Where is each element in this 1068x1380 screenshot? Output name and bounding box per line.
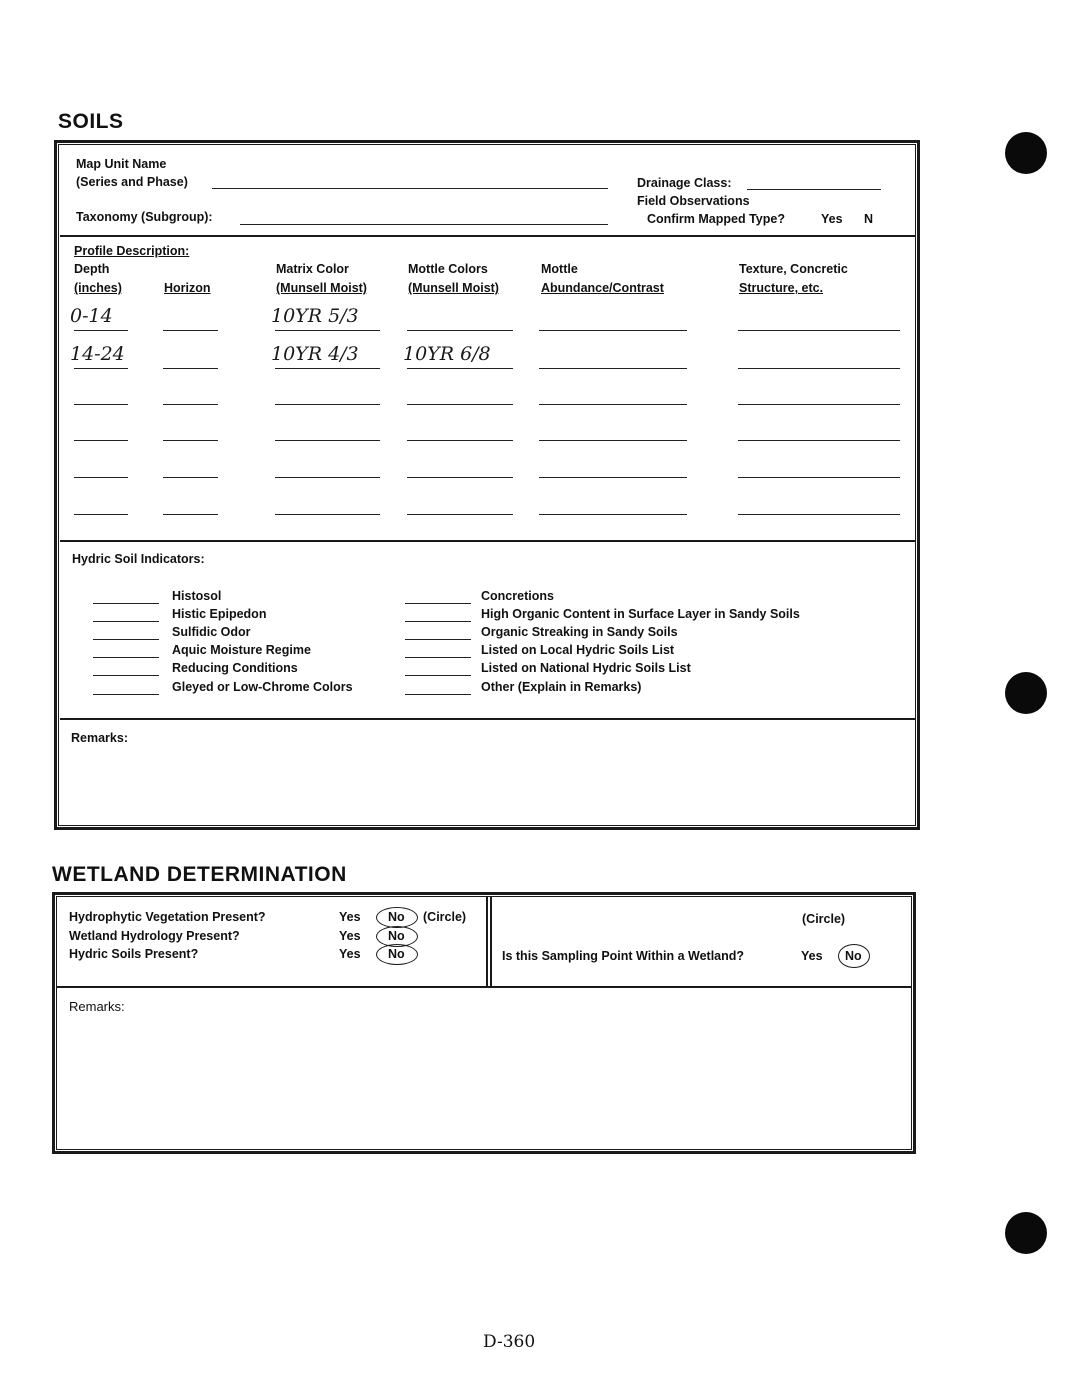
profile-mottle-field[interactable]	[539, 477, 687, 478]
taxonomy-field[interactable]	[240, 224, 608, 225]
wetland-no-option[interactable]: No	[388, 929, 405, 943]
col-mottle-colors-header: Mottle Colors	[408, 262, 488, 276]
wetland-heading: WETLAND DETERMINATION	[52, 863, 347, 886]
hydric-indicator-right-label: Concretions	[481, 589, 554, 603]
profile-horizon-field[interactable]	[163, 330, 218, 331]
binder-hole-top	[1005, 132, 1047, 174]
hydric-indicators-label: Hydric Soil Indicators:	[72, 552, 205, 566]
hydric-indicator-right-blank[interactable]	[405, 639, 471, 640]
wetland-remarks-divider	[57, 986, 911, 988]
hydric-indicator-left-label: Aquic Moisture Regime	[172, 643, 311, 657]
col-mottle-abundance: Abundance/Contrast	[541, 281, 664, 295]
wetland-remarks-label: Remarks:	[69, 999, 125, 1014]
confirm-no-option[interactable]: N	[864, 212, 874, 226]
soils-heading: SOILS	[58, 110, 124, 133]
hydric-indicator-left-blank[interactable]	[93, 675, 159, 676]
hydric-indicator-left-label: Histosol	[172, 589, 222, 603]
hydric-indicator-right-label: Listed on National Hydric Soils List	[481, 661, 691, 675]
profile-depth-field[interactable]	[74, 440, 128, 441]
series-phase-field[interactable]	[212, 188, 608, 189]
profile-matrix-field[interactable]	[275, 477, 380, 478]
profile-horizon-field[interactable]	[163, 404, 218, 405]
hydric-indicator-right-label: Other (Explain in Remarks)	[481, 680, 642, 694]
profile-depth-field[interactable]	[74, 404, 128, 405]
profile-mottle-field[interactable]	[539, 404, 687, 405]
profile-texture-field[interactable]	[738, 368, 900, 369]
profile-mottle-colors-field[interactable]	[407, 404, 513, 405]
hydric-indicator-right-blank[interactable]	[405, 621, 471, 622]
hydric-indicator-right-blank[interactable]	[405, 603, 471, 604]
wetland-column-divider	[486, 896, 488, 986]
confirm-mapped-label: Confirm Mapped Type?	[647, 212, 785, 226]
profile-horizon-field[interactable]	[163, 514, 218, 515]
profile-texture-field[interactable]	[738, 330, 900, 331]
profile-matrix-field[interactable]	[275, 514, 380, 515]
hydric-indicator-left-blank[interactable]	[93, 639, 159, 640]
profile-matrix-field[interactable]	[275, 440, 380, 441]
wetland-question-label: Hydric Soils Present?	[69, 947, 199, 961]
wetland-no-circle-mark	[376, 944, 418, 965]
hydric-indicator-left-label: Sulfidic Odor	[172, 625, 251, 639]
sampling-no-circle-mark	[838, 944, 870, 968]
profile-depth-field[interactable]	[74, 330, 128, 331]
wetland-question-label: Wetland Hydrology Present?	[69, 929, 240, 943]
profile-depth-field[interactable]	[74, 477, 128, 478]
profile-texture-field[interactable]	[738, 440, 900, 441]
hydric-indicator-left-label: Histic Epipedon	[172, 607, 267, 621]
soils-remarks-divider	[60, 718, 916, 720]
profile-description-label: Profile Description:	[74, 244, 190, 258]
wetland-question-label: Hydrophytic Vegetation Present?	[69, 910, 266, 924]
hydric-indicator-right-blank[interactable]	[405, 657, 471, 658]
profile-matrix-field[interactable]	[275, 330, 380, 331]
circle-note-left: (Circle)	[423, 910, 467, 924]
hydric-indicator-left-blank[interactable]	[93, 694, 159, 695]
col-depth-header: Depth	[74, 262, 110, 276]
sampling-question: Is this Sampling Point Within a Wetland?	[502, 949, 745, 963]
wetland-column-divider-2	[490, 896, 492, 986]
sampling-no-option[interactable]: No	[845, 949, 862, 963]
profile-matrix-value: 10YR 5/3	[271, 305, 359, 327]
profile-mottle-field[interactable]	[539, 514, 687, 515]
drainage-class-label: Drainage Class:	[637, 176, 732, 190]
soils-header-divider	[60, 235, 916, 237]
profile-mottle-colors-value: 10YR 6/8	[403, 343, 491, 365]
taxonomy-label: Taxonomy (Subgroup):	[76, 210, 213, 224]
wetland-no-option[interactable]: No	[388, 947, 405, 961]
col-mottle-colors-unit: (Munsell Moist)	[408, 281, 499, 295]
hydric-indicator-left-blank[interactable]	[93, 621, 159, 622]
hydric-indicator-right-blank[interactable]	[405, 675, 471, 676]
col-texture-header: Texture, Concretic	[739, 262, 848, 276]
page-number: D-360	[483, 1332, 536, 1352]
wetland-yes-option[interactable]: Yes	[339, 947, 361, 961]
hydric-indicator-right-label: Listed on Local Hydric Soils List	[481, 643, 675, 657]
hydric-indicator-right-label: Organic Streaking in Sandy Soils	[481, 625, 678, 639]
profile-texture-field[interactable]	[738, 477, 900, 478]
binder-hole-bottom	[1005, 1212, 1047, 1254]
soils-remarks-label: Remarks:	[71, 731, 128, 745]
profile-depth-field[interactable]	[74, 514, 128, 515]
circle-note-right: (Circle)	[802, 912, 846, 926]
hydric-indicator-right-label: High Organic Content in Surface Layer in Sandy Soils	[481, 607, 800, 621]
confirm-yes-option[interactable]: Yes	[821, 212, 843, 226]
hydric-indicator-left-label: Gleyed or Low-Chrome Colors	[172, 680, 353, 694]
series-phase-label: (Series and Phase)	[76, 175, 188, 189]
profile-mottle-colors-field[interactable]	[407, 477, 513, 478]
wetland-yes-option[interactable]: Yes	[339, 910, 361, 924]
hydric-indicator-left-label: Reducing Conditions	[172, 661, 298, 675]
wetland-no-circle-mark	[376, 907, 418, 928]
map-unit-name-label: Map Unit Name	[76, 157, 167, 171]
profile-mottle-field[interactable]	[539, 330, 687, 331]
col-matrix-unit: (Munsell Moist)	[276, 281, 367, 295]
col-depth-unit: (inches)	[74, 281, 122, 295]
profile-matrix-value: 10YR 4/3	[271, 343, 359, 365]
profile-horizon-field[interactable]	[163, 368, 218, 369]
profile-depth-field[interactable]	[74, 368, 128, 369]
col-texture-structure: Structure, etc.	[739, 281, 824, 295]
wetland-no-option[interactable]: No	[388, 910, 405, 924]
profile-horizon-field[interactable]	[163, 477, 218, 478]
profile-depth-value: 0-14	[70, 305, 113, 327]
profile-texture-field[interactable]	[738, 514, 900, 515]
profile-matrix-field[interactable]	[275, 404, 380, 405]
profile-mottle-field[interactable]	[539, 368, 687, 369]
profile-horizon-field[interactable]	[163, 440, 218, 441]
profile-texture-field[interactable]	[738, 404, 900, 405]
profile-depth-value: 14-24	[70, 343, 125, 365]
col-horizon-header: Horizon	[164, 281, 211, 295]
profile-mottle-colors-field[interactable]	[407, 440, 513, 441]
soils-profile-divider	[60, 540, 916, 542]
hydric-indicator-right-blank[interactable]	[405, 694, 471, 695]
col-mottle-header: Mottle	[541, 262, 578, 276]
hydric-indicator-left-blank[interactable]	[93, 603, 159, 604]
drainage-class-field[interactable]	[747, 189, 881, 190]
field-observations-label: Field Observations	[637, 194, 750, 208]
sampling-yes-option[interactable]: Yes	[801, 949, 823, 963]
wetland-yes-option[interactable]: Yes	[339, 929, 361, 943]
profile-mottle-field[interactable]	[539, 440, 687, 441]
profile-mottle-colors-field[interactable]	[407, 330, 513, 331]
hydric-indicator-left-blank[interactable]	[93, 657, 159, 658]
profile-mottle-colors-field[interactable]	[407, 368, 513, 369]
binder-hole-middle	[1005, 672, 1047, 714]
profile-mottle-colors-field[interactable]	[407, 514, 513, 515]
col-matrix-header: Matrix Color	[276, 262, 349, 276]
profile-matrix-field[interactable]	[275, 368, 380, 369]
